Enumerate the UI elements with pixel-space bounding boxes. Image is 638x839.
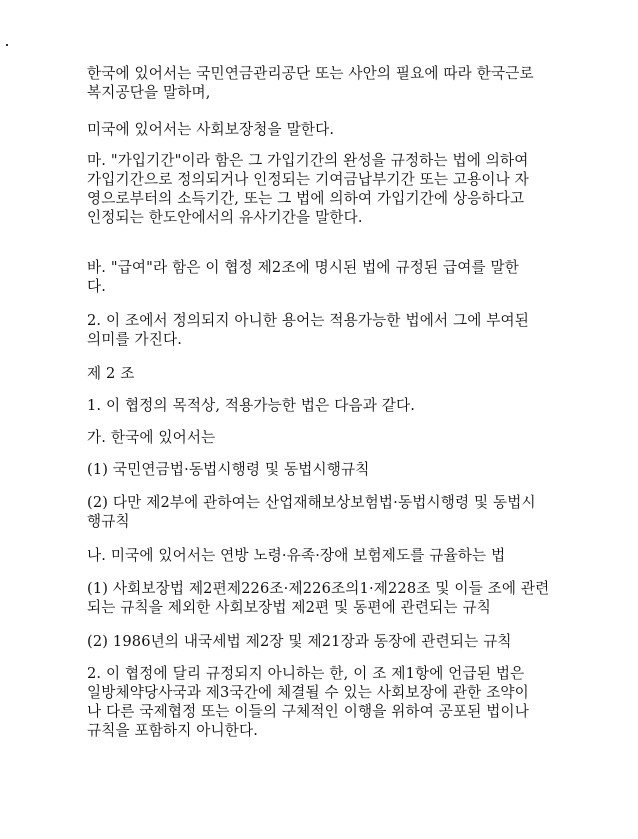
item-na [87, 546, 602, 565]
article2-paragraph1 [87, 396, 602, 415]
text-line: (1) 국민연금법·동법시행령 및 동법시행규칙 [87, 461, 370, 478]
scan-speck [6, 44, 8, 46]
article2-paragraph2 [87, 664, 602, 740]
text-line: 가입기간으로 정의되거나 인정되는 기여금납부기간 또는 고용이나 자 [87, 171, 529, 188]
text-line: 되는 규칙을 제외한 사회보장법 제2편 및 동편에 관련되는 규칙 [87, 599, 491, 616]
text-line: 인정되는 한도안에서의 유사기간을 말한다. [87, 209, 363, 226]
text-line: 일방체약당사국과 제3국간에 체결될 수 있는 사회보장에 관한 조약이 [87, 684, 529, 701]
text-line: 미국에 있어서는 사회보장청을 말한다. [87, 121, 335, 138]
item-ga-1 [87, 460, 602, 479]
text-line: 바. "급여"라 함은 이 협정 제2조에 명시된 법에 규정된 급여를 말한 [87, 259, 520, 276]
text-line: 제 2 조 [87, 365, 135, 382]
text-line: 1. 이 협정의 목적상, 적용가능한 법은 다음과 같다. [87, 397, 416, 414]
item-ga-2 [87, 493, 602, 531]
text-line: 규칙을 포함하지 아니한다. [87, 722, 259, 739]
paragraph-us-agency [87, 120, 602, 139]
text-line: (2) 1986년의 내국세법 제2장 및 제21장과 동장에 관련되는 규칙 [87, 633, 512, 650]
text-line: 2. 이 협정에 달리 규정되지 아니하는 한, 이 조 제1항에 언급된 법은 [87, 665, 525, 682]
definition-ma [87, 151, 602, 227]
item-ga [87, 428, 602, 447]
paragraph-korea-agency [87, 64, 602, 102]
item-na-2 [87, 632, 602, 651]
text-line: 나. 미국에 있어서는 연방 노령·유족·장애 보험제도를 규율하는 법 [87, 547, 506, 564]
text-line: 가. 한국에 있어서는 [87, 429, 216, 446]
text-line: 복지공단을 말하며, [87, 84, 211, 101]
article1-paragraph2 [87, 311, 602, 349]
text-line: 영으로부터의 소득기간, 또는 그 법에 의하여 가입기간에 상응하다고 [87, 190, 525, 207]
definition-ba [87, 258, 602, 296]
text-line: 2. 이 조에서 정의되지 아니한 용어는 적용가능한 법에서 그에 부여된 [87, 312, 530, 329]
text-line: 행규칙 [87, 513, 130, 530]
text-line: 마. "가입기간"이라 함은 그 가입기간의 완성을 규정하는 법에 의하여 [87, 152, 529, 169]
item-na-1 [87, 579, 602, 617]
text-line: (2) 다만 제2부에 관하여는 산업재해보상보험법·동법시행령 및 동법시 [87, 494, 536, 511]
text-line: 나 다른 국제협정 또는 이들의 구체적인 이행을 위하여 공포된 법이나 [87, 703, 530, 720]
article2-heading [87, 364, 602, 383]
text-line: 한국에 있어서는 국민연금관리공단 또는 사안의 필요에 따라 한국근로 [87, 65, 534, 82]
text-line: 다. [87, 278, 107, 295]
text-line: 의미를 가진다. [87, 331, 183, 348]
text-line: (1) 사회보장법 제2편제226조·제226조의1·제228조 및 이들 조에 관련 [87, 580, 550, 597]
